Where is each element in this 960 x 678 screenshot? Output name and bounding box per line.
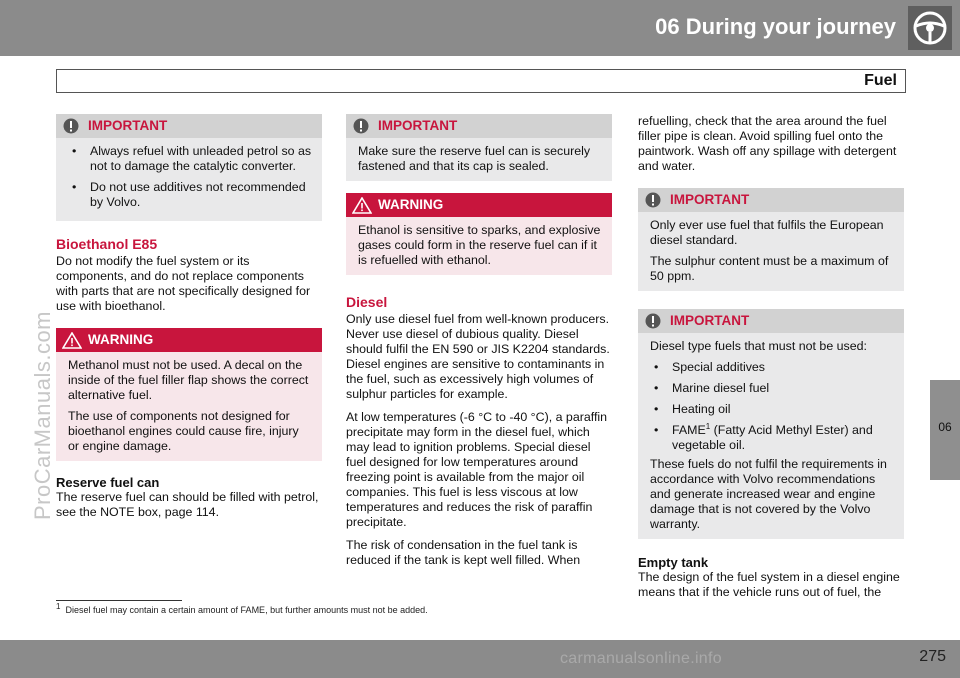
bioethanol-heading: Bioethanol E85: [56, 236, 158, 252]
diesel-paragraph: At low temperatures (-6 °C to -40 °C), a paraffin precipitate may form in the diesel fuel, which may lead to ignition problems. Special diesel fuel designed for low temperatures around freezing point is available from the major oil companies. This fuel is less viscous at low temperatures and reduces the risk of paraffin precipitate.: [346, 410, 608, 529]
reserve-fuel-text: The reserve fuel can should be filled with petrol, see the NOTE box, page 114.: [56, 490, 319, 519]
list-item: [650, 423, 894, 453]
warning-box-2: [346, 193, 612, 275]
empty-tank-text: The design of the fuel system in a diesel engine means that if the vehicle runs out of fuel, the: [638, 570, 900, 599]
warning-box-1-header: [56, 328, 322, 352]
diesel-heading: Diesel: [346, 294, 388, 310]
important-box-4-header: [638, 309, 904, 333]
important-box-1-body: [56, 138, 322, 221]
refuelling-text: refuelling, check that the area around the fuel filler pipe is clean. Avoid spilling fuel onto the paintwork. Wash off any spillage with detergent and water.: [638, 114, 897, 173]
footnote-marker: 1: [705, 421, 711, 431]
page-number: 275: [919, 648, 946, 665]
bottom-watermark: carmanualsonline.info: [560, 650, 722, 667]
side-tab-label: 06: [938, 420, 952, 434]
list-item: • Do not use additives not recommended by Volvo.: [68, 180, 312, 210]
warning-box-1-body: [56, 352, 322, 461]
important-box-4: [638, 309, 904, 539]
footnote-text: Diesel fuel may contain a certain amount of FAME, but further amounts must not be added.: [65, 605, 428, 615]
important-box-3: [638, 188, 904, 291]
important-2-text: Make sure the reserve fuel can is securely fastened and that its cap is sealed.: [358, 144, 591, 173]
warning-2-text: Ethanol is sensitive to sparks, and explosive gases could form in the reserve fuel can if it is refuelled with ethanol.: [358, 223, 601, 267]
reserve-fuel-heading: Reserve fuel can: [56, 475, 160, 490]
important-box-2-body: [346, 138, 612, 181]
important-box-1: [56, 114, 322, 221]
fame-rest: (Fatty Acid Methyl Ester) and vegetable oil.: [672, 423, 873, 452]
important-label: IMPORTANT: [378, 118, 458, 133]
footnote-number: 1: [56, 602, 61, 611]
column-2: [346, 114, 612, 576]
important-box-2: [346, 114, 612, 181]
exclamation-icon: [62, 118, 80, 138]
exclamation-icon: [644, 313, 662, 333]
side-watermark: ProCarManuals.com: [30, 310, 55, 520]
list-item: • Special additives: [650, 360, 894, 375]
important-3-paragraph: The sulphur content must be a maximum of 50 ppm.: [650, 254, 889, 283]
important-label: IMPORTANT: [670, 192, 750, 207]
diesel-paragraph: Only use diesel fuel from well-known producers. Never use diesel of dubious quality. Diesel should fulfil the EN 590 or JIS K2204 standards. Diesel engines are sensitive to contaminants in the fuel, such as excessively high volumes of sulphur particles for example.: [346, 312, 610, 401]
important-label: IMPORTANT: [670, 313, 750, 328]
footnote-divider: [56, 600, 182, 601]
warning-box-2-header: [346, 193, 612, 217]
important-box-3-body: [638, 212, 904, 291]
section-bar: [56, 69, 906, 93]
important-3-paragraph: Only ever use fuel that fulfils the European diesel standard.: [650, 218, 884, 247]
diesel-paragraph: The risk of condensation in the fuel tank is reduced if the tank is kept well filled. When: [346, 538, 581, 567]
section-title: Fuel: [864, 72, 897, 89]
warning-1-paragraph: Methanol must not be used. A decal on the inside of the fuel filler flap shows the correct alternative fuel.: [68, 358, 309, 402]
important-4-intro: Diesel type fuels that must not be used:: [650, 339, 867, 353]
forbidden-fuels-list: [650, 360, 894, 453]
exclamation-icon: [644, 192, 662, 212]
warning-box-2-body: [346, 217, 612, 275]
steering-wheel-icon: [908, 6, 952, 50]
column-3: [638, 114, 904, 608]
warning-box-1: [56, 328, 322, 461]
list-item: • Always refuel with unleaded petrol so as not to damage the catalytic converter.: [68, 144, 312, 174]
chapter-side-tab: [930, 380, 960, 480]
important-box-3-header: [638, 188, 904, 212]
footer-bar: [0, 640, 960, 678]
column-1: [56, 114, 322, 528]
important-box-1-header: [56, 114, 322, 138]
warning-triangle-icon: [352, 197, 372, 218]
list-item: • Heating oil: [650, 402, 894, 417]
fame-prefix: FAME: [672, 423, 706, 437]
empty-tank-heading: Empty tank: [638, 555, 709, 570]
chapter-title: 06 During your journey: [655, 14, 896, 39]
exclamation-icon: [352, 118, 370, 138]
list-item: • Marine diesel fuel: [650, 381, 894, 396]
footnote: [56, 602, 428, 615]
warning-label: WARNING: [88, 332, 154, 347]
important-1-bullets: [68, 144, 312, 210]
important-box-2-header: [346, 114, 612, 138]
warning-triangle-icon: [62, 332, 82, 353]
important-label: IMPORTANT: [88, 118, 168, 133]
bioethanol-text: Do not modify the fuel system or its components, and do not replace components with parts that are not specifically designed for use with bioethanol.: [56, 254, 311, 313]
important-box-4-body: [638, 333, 904, 539]
header-bar: [0, 0, 960, 56]
important-4-closing: These fuels do not fulfil the requirements in accordance with Volvo recommendations and generate increased wear and engine damage that is not covered by the Volvo warranty.: [650, 457, 887, 531]
warning-1-paragraph: The use of components not designed for bioethanol engines could cause fire, injury or engine damage.: [68, 409, 299, 453]
warning-label: WARNING: [378, 197, 444, 212]
